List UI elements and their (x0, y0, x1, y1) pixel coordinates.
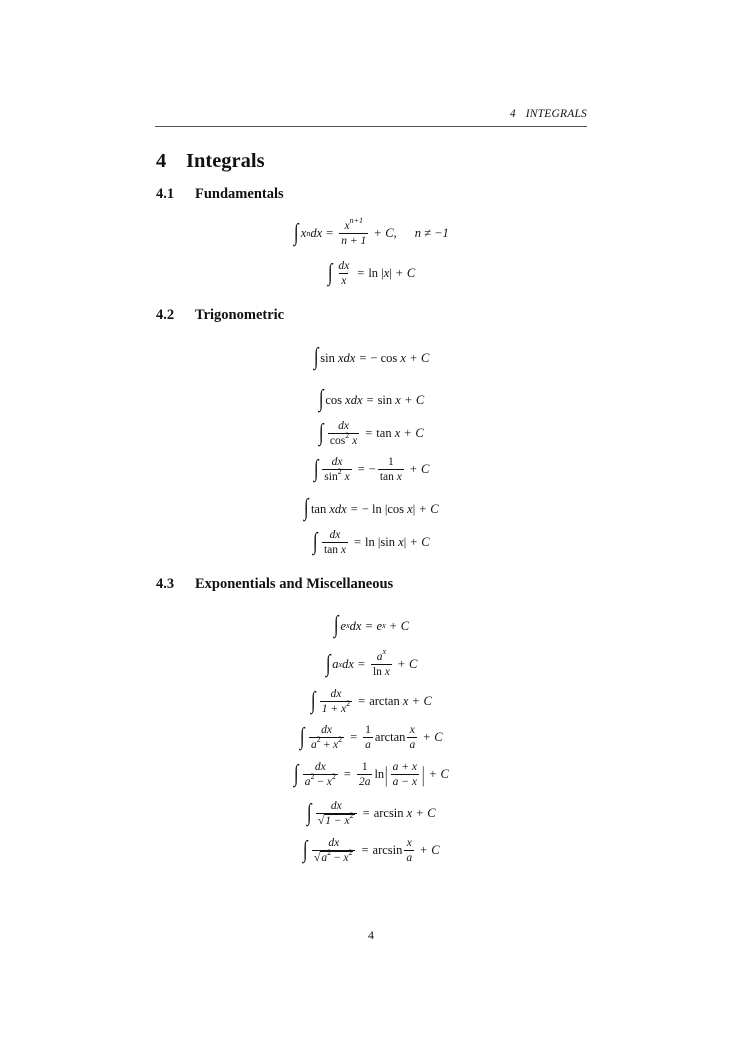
fraction (363, 724, 373, 751)
const: C (421, 535, 430, 549)
integral-sign: ∫ (307, 799, 312, 826)
formula-arcsin (155, 800, 587, 827)
equals: = (357, 462, 365, 476)
var: 2a (358, 776, 371, 788)
var: dx (331, 456, 343, 468)
var: x (395, 392, 401, 407)
var: x (338, 659, 343, 669)
section-title: Exponentials and Miscellaneous (195, 576, 394, 592)
equals: = (350, 730, 358, 744)
equals: = (362, 806, 370, 820)
plus: + (404, 426, 412, 440)
var: dx (310, 226, 323, 240)
plus: + (389, 618, 397, 633)
integral-sign: ∫ (300, 723, 305, 750)
var: e (376, 618, 383, 633)
fn: ln (372, 666, 382, 678)
exp: 2 (345, 431, 350, 440)
var: x (382, 621, 386, 630)
fraction (309, 724, 344, 751)
plus: + (409, 462, 417, 476)
fraction (320, 688, 352, 715)
var: dx (330, 688, 342, 700)
plus: + (395, 266, 403, 280)
fraction (371, 647, 392, 678)
const: C (440, 767, 449, 781)
var: n + 1 (341, 235, 367, 247)
equals: = (365, 618, 373, 633)
minus: − (370, 350, 378, 365)
var: x (346, 621, 350, 630)
abs: | (389, 266, 392, 280)
const: C (430, 501, 439, 516)
var: dx (321, 724, 332, 736)
formula-tan (155, 497, 587, 521)
var: a (304, 776, 311, 788)
const: C (421, 350, 430, 365)
const: C (420, 462, 430, 476)
equals: = (350, 501, 358, 516)
var: a (406, 852, 413, 864)
formula-cot (155, 529, 587, 556)
fraction (339, 216, 368, 247)
var: x (352, 435, 358, 447)
fn: tan (376, 426, 392, 440)
integral-sign: ∫ (325, 650, 331, 677)
abs: | (403, 535, 407, 549)
minus: − (361, 501, 369, 516)
formula-csc-squared (155, 456, 587, 483)
var: n (306, 228, 311, 238)
exp: 2 (346, 699, 351, 708)
section-heading-trigonometric (156, 307, 284, 324)
plus: + (423, 730, 431, 744)
fn: ln (371, 501, 382, 516)
fn: sin (380, 535, 396, 549)
abs: | (412, 501, 416, 516)
integral-sign: ∫ (333, 612, 339, 638)
var: dx (338, 260, 350, 272)
integral-sign: ∫ (294, 760, 299, 787)
plus: + (397, 657, 405, 671)
formula-a-pow-x (155, 647, 587, 678)
var: x (344, 220, 350, 232)
var: x (340, 544, 346, 556)
fraction (378, 456, 404, 483)
var: dx (349, 618, 362, 633)
chapter-heading (156, 150, 265, 173)
formula-arctan (155, 688, 587, 715)
var: a (365, 739, 371, 751)
fn: cos (387, 501, 405, 516)
equals: = (359, 350, 367, 365)
plus: + (323, 739, 331, 751)
plus: + (429, 767, 437, 781)
section-title: Trigonometric (195, 307, 285, 323)
var: x (409, 724, 415, 736)
section-number: 4.2 (156, 307, 175, 323)
fraction (312, 837, 355, 864)
const: C (415, 426, 424, 440)
fn: arcsin (373, 806, 404, 820)
var: x (343, 852, 349, 864)
plus: + (409, 350, 417, 365)
integral-sign: ∫ (327, 259, 333, 286)
var: n+1 (349, 216, 363, 225)
plus: + (410, 535, 418, 549)
exp: 2 (349, 811, 354, 820)
minus: − (368, 462, 376, 476)
minus: − (333, 852, 341, 864)
var: x (396, 471, 402, 483)
plus: + (416, 806, 424, 820)
const: C (431, 843, 440, 857)
var: x (407, 501, 413, 516)
formula-ln-ratio (155, 761, 587, 788)
integral-sign: ∫ (311, 687, 316, 714)
fn: ln (374, 767, 385, 781)
fn: tan (379, 471, 394, 483)
fn: ln (368, 266, 379, 280)
equals: = (358, 694, 366, 708)
var: x (345, 392, 351, 407)
fn: sin (377, 392, 393, 407)
fn: sin (320, 350, 335, 365)
integral-sign: ∫ (303, 836, 309, 863)
equals: = (366, 392, 374, 407)
section-number: 4.3 (156, 576, 175, 592)
var: a (332, 657, 339, 671)
integral-sign: ∫ (313, 344, 319, 370)
var: x (394, 426, 401, 440)
exp: 2 (316, 735, 321, 744)
var: dx (329, 529, 341, 541)
fn: tan (323, 544, 338, 556)
exp: 2 (348, 848, 353, 857)
var: x (400, 350, 406, 365)
section-heading-fundamentals (156, 186, 284, 203)
fraction (336, 260, 351, 287)
var: e (340, 618, 347, 633)
running-header-title: INTEGRALS (525, 108, 587, 120)
integral-sign: ∫ (319, 419, 324, 446)
equals: = (361, 843, 369, 857)
fraction (391, 761, 419, 788)
var: dx (343, 350, 356, 365)
var: x (300, 226, 307, 240)
equals: = (326, 226, 334, 240)
var: dx (330, 800, 342, 812)
const: C (385, 226, 394, 240)
integral-sign: ∫ (318, 386, 324, 412)
fraction (404, 837, 414, 864)
var: x (341, 275, 347, 287)
var: x (337, 350, 344, 365)
fn: arctan (369, 694, 400, 708)
chapter-number: 4 (156, 150, 167, 172)
formula-cos (155, 388, 587, 412)
integral-sign: ∫ (294, 219, 299, 246)
abs: | (377, 535, 381, 549)
formula-arcsin-a (155, 837, 587, 864)
var: x (329, 501, 335, 516)
section-heading-exponentials (156, 576, 393, 593)
var: dx (328, 837, 340, 849)
var: a (310, 739, 317, 751)
var: a + x (392, 761, 417, 773)
var: x (382, 647, 387, 656)
integral-sign: ∫ (304, 495, 309, 521)
var: 1 − x (325, 815, 350, 827)
formula-sec-squared (155, 420, 587, 447)
chapter-title: Integrals (186, 150, 265, 172)
plus: + (420, 843, 428, 857)
equals: = (357, 657, 365, 671)
section-number: 4.1 (156, 186, 175, 202)
formula-condition: n ≠ −1 (414, 226, 449, 240)
equals: = (353, 535, 362, 549)
const: C (434, 730, 443, 744)
const: C (423, 694, 432, 708)
plus: + (404, 392, 412, 407)
formula-power-rule (155, 216, 587, 247)
fn: cos (329, 435, 346, 447)
fn: cos (325, 392, 342, 407)
exp: 2 (331, 772, 336, 781)
var: x (383, 266, 390, 280)
sqrt-sign: √ (317, 815, 325, 827)
fraction (407, 724, 417, 751)
fraction (322, 456, 351, 483)
var: a − x (392, 776, 417, 788)
fn: arcsin (372, 843, 403, 857)
minus: − (317, 776, 324, 788)
exp: 2 (338, 735, 343, 744)
abs: | (421, 761, 425, 787)
var: dx (314, 761, 326, 773)
num: 1 (365, 724, 371, 736)
const: C (415, 392, 425, 407)
fraction (303, 761, 338, 788)
const: C (408, 657, 418, 671)
var: a (409, 739, 416, 751)
var: 1 + x (321, 703, 347, 715)
var: x (332, 739, 339, 751)
fraction (328, 420, 359, 447)
var: dx (338, 420, 349, 432)
fn: cos (380, 350, 398, 365)
abs: | (381, 266, 384, 280)
equals: = (343, 767, 351, 781)
var: dx (342, 657, 354, 671)
header-rule (155, 126, 587, 127)
integral-sign: ∫ (313, 528, 318, 555)
var: a (376, 651, 383, 663)
var: x (402, 694, 409, 708)
fn: ln (365, 535, 375, 549)
abs: | (385, 761, 388, 787)
comma: , (393, 226, 397, 240)
fraction (322, 529, 348, 556)
formula-reciprocal (155, 260, 587, 287)
fn: sin (324, 471, 338, 483)
running-header (155, 108, 587, 120)
exp: 2 (310, 772, 315, 781)
integral-sign: ∫ (313, 455, 319, 482)
const: C (406, 266, 416, 280)
var: x (344, 471, 350, 483)
formula-arctan-a (155, 724, 587, 751)
sqrt-sign: √ (314, 852, 321, 864)
plus: + (374, 226, 382, 240)
section-title: Fundamentals (195, 186, 284, 202)
abs: | (384, 501, 388, 516)
formula-exp (155, 614, 587, 638)
equals: = (365, 426, 373, 440)
plus: + (412, 694, 420, 708)
var: x (406, 806, 413, 820)
const: C (400, 618, 410, 633)
running-header-number: 4 (509, 108, 516, 120)
const: C (427, 806, 436, 820)
equals: = (357, 266, 365, 280)
fraction (357, 761, 373, 788)
exp: 2 (337, 467, 342, 476)
fn: tan (310, 501, 327, 516)
exp: 2 (327, 848, 332, 857)
num: 1 (387, 456, 394, 468)
page-number: 4 (368, 928, 374, 942)
var: dx (334, 501, 347, 516)
num: 1 (361, 761, 368, 773)
var: dx (350, 392, 363, 407)
var: x (406, 837, 412, 849)
var: x (384, 666, 390, 678)
fn: arctan (374, 730, 406, 744)
plus: + (419, 501, 427, 516)
var: x (398, 535, 404, 549)
var: a (321, 852, 328, 864)
fraction (316, 800, 357, 827)
formula-sin (155, 346, 587, 370)
var: x (326, 776, 332, 788)
